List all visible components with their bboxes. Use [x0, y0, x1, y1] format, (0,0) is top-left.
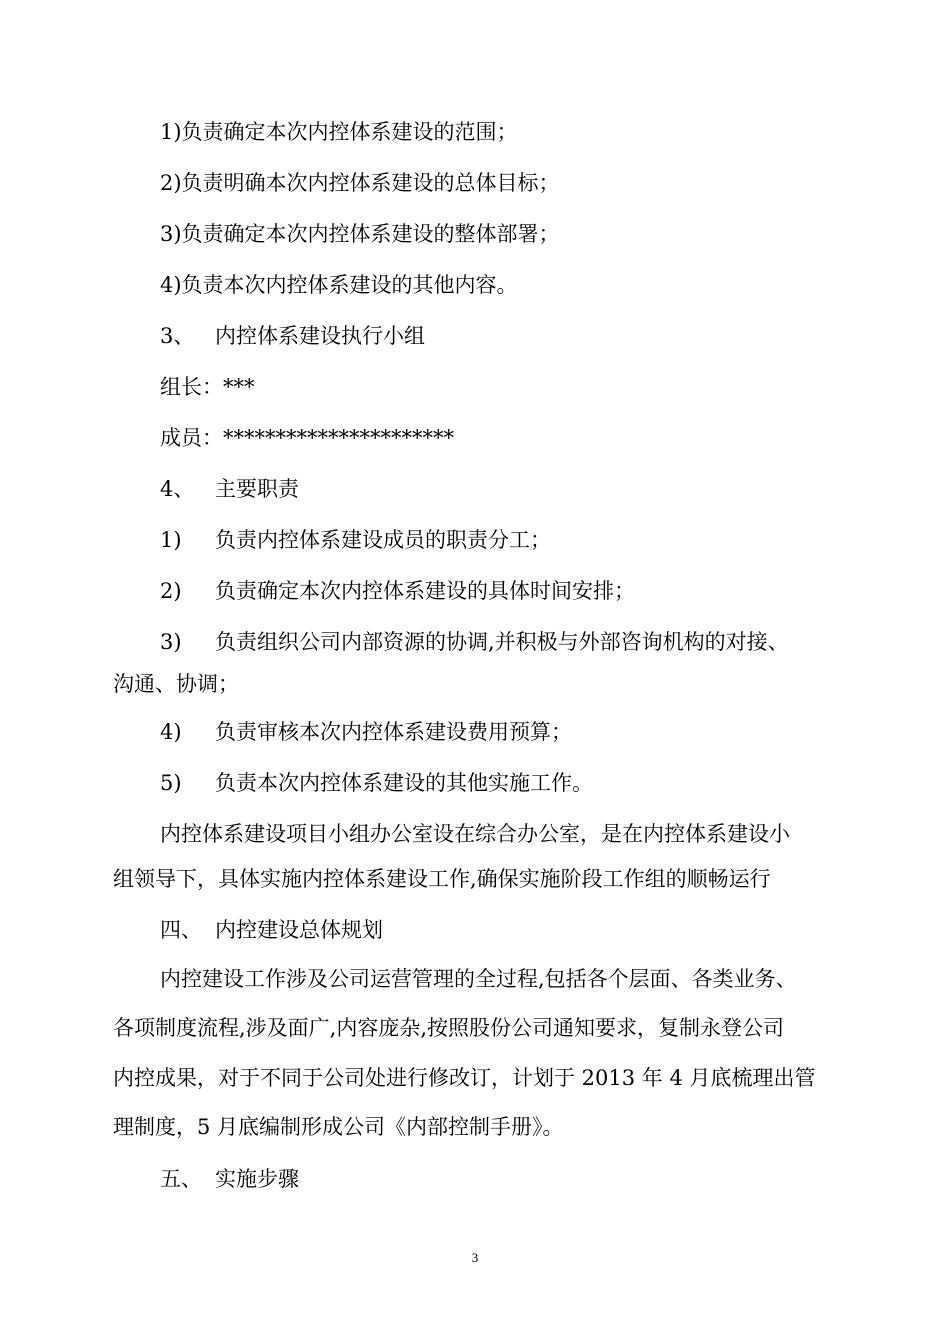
duty-item-5 [160, 766, 843, 800]
section-heading-4 [160, 472, 843, 506]
duty-text: 负责确定本次内控体系建设的具体时间安排； [215, 579, 635, 603]
duty-text: 负责审核本次内控体系建设费用预算； [215, 720, 572, 744]
plan-paragraph-line-4: 理制度，5 月底编制形成公司《内部控制手册》。 [113, 1115, 564, 1139]
chapter-number: 五、 [160, 1167, 202, 1191]
duty-text: 负责本次内控体系建设的其他实施工作。 [215, 771, 593, 795]
duty-number: 2) [160, 579, 182, 603]
office-paragraph-line-2: 组领导下，具体实施内控体系建设工作,确保实施阶段工作组的顺畅运行 [113, 867, 771, 891]
chapter-title: 实施步骤 [215, 1167, 299, 1191]
plan-paragraph-line-2: 各项制度流程,涉及面广,内容庞杂,按照股份公司通知要求，复制永登公司 [113, 1016, 785, 1040]
responsibility-item-1: 1)负责确定本次内控体系建设的范围； [160, 120, 518, 144]
plan-paragraph-line-1: 内控建设工作涉及公司运营管理的全过程,包括各个层面、各类业务、 [160, 967, 797, 991]
group-members: 成员：********************** [160, 426, 454, 450]
duty-item-1 [160, 523, 843, 557]
duty-item-4 [160, 715, 843, 749]
section-number: 4、 [160, 477, 195, 501]
duty-text: 负责内控体系建设成员的职责分工； [215, 528, 551, 552]
chapter-heading-4 [160, 913, 843, 947]
section-number: 3、 [160, 324, 195, 348]
section-title: 内控体系建设执行小组 [215, 324, 425, 348]
duty-item-3-continued: 沟通、协调； [113, 672, 239, 696]
duty-number: 5) [160, 771, 182, 795]
duty-number: 4) [160, 720, 182, 744]
section-title: 主要职责 [215, 477, 299, 501]
office-paragraph-line-1: 内控体系建设项目小组办公室设在综合办公室，是在内控体系建设小 [160, 822, 790, 846]
duty-item-2 [160, 574, 843, 608]
page-number: 3 [471, 1250, 479, 1265]
section-heading-3 [160, 319, 843, 353]
chapter-number: 四、 [160, 918, 202, 942]
plan-paragraph-line-3: 内控成果，对于不同于公司处进行修改订，计划于 2013 年 4 月底梳理出管 [113, 1066, 816, 1090]
duty-text: 负责组织公司内部资源的协调,并积极与外部咨询机构的对接、 [215, 630, 789, 654]
duty-number: 3) [160, 630, 182, 654]
duty-number: 1) [160, 528, 182, 552]
group-leader: 组长：*** [160, 375, 255, 399]
responsibility-item-4: 4)负责本次内控体系建设的其他内容。 [160, 273, 518, 297]
chapter-heading-5 [160, 1162, 843, 1196]
responsibility-item-2: 2)负责明确本次内控体系建设的总体目标； [160, 171, 560, 195]
chapter-title: 内控建设总体规划 [215, 918, 383, 942]
responsibility-item-3: 3)负责确定本次内控体系建设的整体部署； [160, 222, 560, 246]
duty-item-3 [160, 625, 843, 659]
